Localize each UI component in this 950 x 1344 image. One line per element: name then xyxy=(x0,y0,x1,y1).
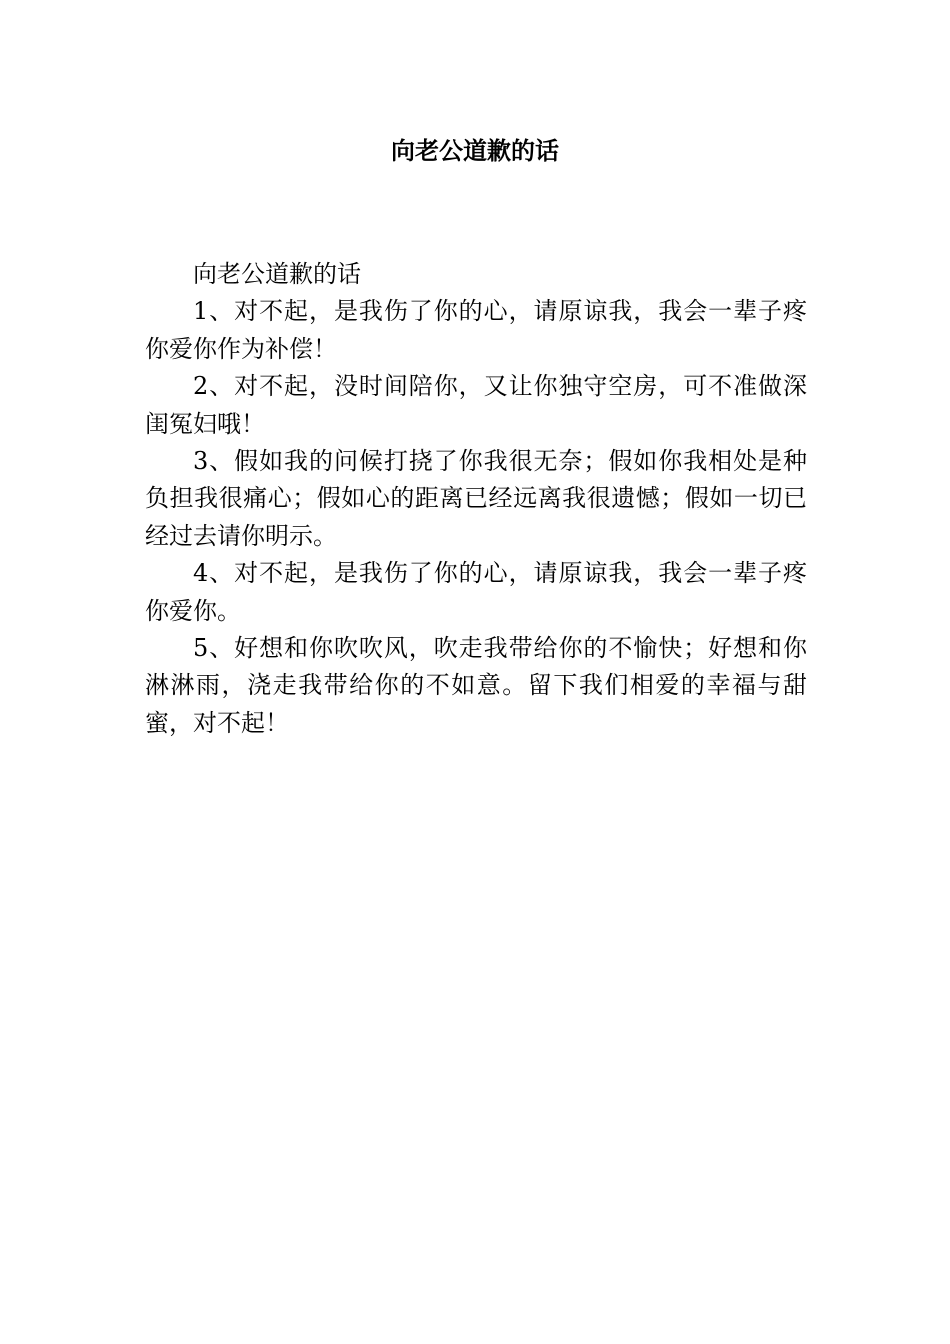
document-body xyxy=(145,256,807,742)
paragraph-item-5: 5、好想和你吹吹风，吹走我带给你的不愉快；好想和你淋淋雨，浇走我带给你的不如意。留下我们相爱的幸福与甜蜜，对不起！ xyxy=(145,634,807,737)
paragraph-item-2: 2、对不起，没时间陪你，又让你独守空房，可不准做深闺冤妇哦！ xyxy=(145,372,807,438)
paragraph-heading: 向老公道歉的话 xyxy=(193,260,361,288)
document-title: 向老公道歉的话 xyxy=(391,136,559,165)
paragraph-item-3: 3、假如我的问候打挠了你我很无奈；假如你我相处是种负担我很痛心；假如心的距离已经远离我很遗憾；假如一切已经过去请你明示。 xyxy=(145,447,807,550)
paragraph-item-1: 1、对不起，是我伤了你的心，请原谅我，我会一辈子疼你爱你作为补偿！ xyxy=(145,297,807,363)
paragraph-item-4: 4、对不起，是我伤了你的心，请原谅我，我会一辈子疼你爱你。 xyxy=(145,559,807,625)
